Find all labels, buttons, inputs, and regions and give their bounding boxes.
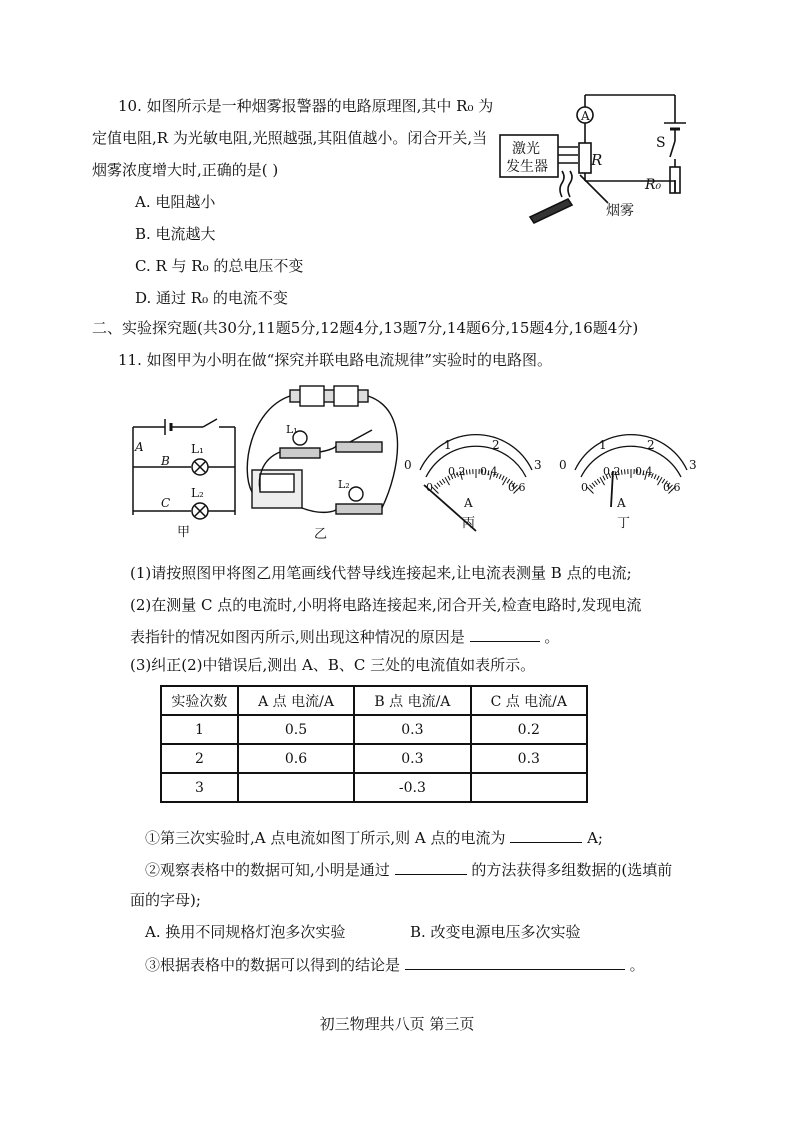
meter-ding xyxy=(555,435,705,540)
table-cell: 0.5 xyxy=(238,715,354,744)
table-header-row xyxy=(161,686,587,715)
q11-option-b: B. 改变电源电压多次实验 xyxy=(410,923,581,941)
q11-sub1-text: ①第三次实验时,A 点电流如图丁所示,则 A 点的电流为 xyxy=(145,829,506,847)
table-header: C 点 电流/A xyxy=(471,686,587,715)
ding-big-2: 2 xyxy=(647,438,655,452)
circuit-diagram-jia xyxy=(125,415,245,540)
meter-tick xyxy=(440,481,443,485)
laser-label-2: 发生器 xyxy=(506,159,548,175)
meter-tick xyxy=(654,474,656,479)
wiring-photo-yi xyxy=(240,380,410,545)
table-header: B 点 电流/A xyxy=(354,686,470,715)
point-a-label: A xyxy=(135,440,144,454)
q11-sub1-end: A; xyxy=(587,829,603,847)
ding-small-2: 0.4 xyxy=(635,465,653,478)
table-cell: -0.3 xyxy=(354,773,470,802)
meter-tick xyxy=(595,481,598,485)
smoke-alarm-circuit xyxy=(490,85,700,230)
laser-label-1: 激光 xyxy=(512,141,540,157)
q11-sub2-text: ②观察表格中的数据可知,小明是通过 xyxy=(145,861,390,879)
figure-ding-label: 丁 xyxy=(617,516,631,531)
bing-big-1: 1 xyxy=(444,438,452,452)
meter-bing xyxy=(400,435,550,540)
section-2-header: 二、实验探究题(共30分,11题5分,12题4分,13题7分,14题6分,15题4分,16题4分) xyxy=(92,319,639,337)
q11-sub3-text: ③根据表格中的数据可以得到的结论是 xyxy=(145,956,401,974)
table-cell: 1 xyxy=(161,715,238,744)
q11-part2-answer-blank[interactable] xyxy=(470,627,540,642)
r-label: R xyxy=(591,151,603,169)
ding-big-0: 0 xyxy=(559,458,567,472)
q11-sub1 xyxy=(145,828,603,848)
meter-tick xyxy=(437,483,440,487)
meter-tick xyxy=(597,479,600,483)
bing-unit: A xyxy=(464,496,473,510)
table-header: A 点 电流/A xyxy=(238,686,354,715)
q10-line1: 10. 如图所示是一种烟雾报警器的电路原理图,其中 R₀ 为 xyxy=(118,97,494,115)
meter-tick xyxy=(592,483,595,487)
table-cell: 0.3 xyxy=(354,744,470,773)
ammeter-label: A xyxy=(581,109,590,123)
meter-tick xyxy=(499,474,501,479)
table-cell: 2 xyxy=(161,744,238,773)
q11-sub1-answer-blank[interactable] xyxy=(510,828,582,843)
table-cell: 3 xyxy=(161,773,238,802)
q11-option-a: A. 换用不同规格灯泡多次实验 xyxy=(145,923,346,941)
table-cell xyxy=(471,773,587,802)
l1-label: L₁ xyxy=(191,442,204,456)
q10-option-a: A. 电阻越小 xyxy=(135,193,216,211)
q11-sub3-answer-blank[interactable] xyxy=(405,955,625,970)
q11-sub2-line1 xyxy=(145,860,672,880)
point-c-label: C xyxy=(161,496,171,510)
q10-option-c: C. R 与 R₀ 的总电压不变 xyxy=(135,257,304,275)
table-cell: 0.2 xyxy=(471,715,587,744)
yi-l1-label: L₁ xyxy=(286,423,298,436)
table-cell xyxy=(238,773,354,802)
table-header: 实验次数 xyxy=(161,686,238,715)
bing-big-0: 0 xyxy=(404,458,412,472)
q10-line3: 烟雾浓度增大时,正确的是( ) xyxy=(92,161,279,179)
table-row xyxy=(161,744,587,773)
bing-small-1: 0.2 xyxy=(448,465,466,478)
table-row xyxy=(161,773,587,802)
ding-small-3: 0.6 xyxy=(663,481,681,494)
table-cell: 0.3 xyxy=(471,744,587,773)
meter-tick xyxy=(621,470,622,475)
ding-unit: A xyxy=(617,496,626,510)
q11-sub2-line2: 面的字母); xyxy=(130,891,201,909)
bing-small-2: 0.4 xyxy=(480,465,498,478)
point-b-label: B xyxy=(161,454,170,468)
meter-tick xyxy=(435,485,438,489)
q11-part3: (3)纠正(2)中错误后,测出 A、B、C 三处的电流值如表所示。 xyxy=(130,656,536,674)
meter-tick xyxy=(470,469,471,474)
bing-small-0: 0 xyxy=(426,481,433,494)
meter-tick xyxy=(590,485,593,489)
bing-big-3: 3 xyxy=(534,458,542,472)
meter-tick xyxy=(442,479,445,483)
q11-sub2-end: 的方法获得多组数据的(选填前 xyxy=(471,861,673,879)
q11-sub3 xyxy=(145,955,645,975)
figure-bing-label: 丙 xyxy=(462,516,476,531)
yi-l2-label: L₂ xyxy=(338,478,350,491)
q11-part2-line1: (2)在测量 C 点的电流时,小明将电路连接起来,闭合开关,检查电路时,发现电流 xyxy=(130,596,642,614)
r0-label: R₀ xyxy=(645,177,662,193)
ding-small-0: 0 xyxy=(581,481,588,494)
table-row xyxy=(161,715,587,744)
meter-tick xyxy=(625,469,626,474)
l2-label: L₂ xyxy=(191,486,204,500)
q10-line2: 定值电阻,R 为光敏电阻,光照越强,其阻值越小。闭合开关,当 xyxy=(92,129,488,147)
current-data-table xyxy=(160,685,588,803)
q11-intro: 11. 如图甲为小明在做“探究并联电路电流规律”实验时的电路图。 xyxy=(118,351,552,369)
q11-part2-end: 。 xyxy=(544,628,560,646)
figure-yi-label: 乙 xyxy=(314,527,328,542)
bing-small-3: 0.6 xyxy=(508,481,526,494)
table-cell: 0.6 xyxy=(238,744,354,773)
q11-part2-text: 表指针的情况如图丙所示,则出现这种情况的原因是 xyxy=(130,628,465,646)
meter-tick xyxy=(466,470,467,475)
ding-small-1: 0.2 xyxy=(603,465,621,478)
q10-option-b: B. 电流越大 xyxy=(135,225,216,243)
table-cell: 0.3 xyxy=(354,715,470,744)
smoke-label: 烟雾 xyxy=(606,203,634,219)
meter-tick xyxy=(657,476,659,480)
q11-part1: (1)请按照图甲将图乙用笔画线代替导线连接起来,让电流表测量 B 点的电流; xyxy=(130,564,632,582)
ding-big-1: 1 xyxy=(599,438,607,452)
q10-option-d: D. 通过 R₀ 的电流不变 xyxy=(135,289,288,307)
q11-part2-line2 xyxy=(130,627,559,647)
page-footer: 初三物理共八页 第三页 xyxy=(319,1015,475,1033)
figure-jia-label: 甲 xyxy=(177,525,191,540)
bing-big-2: 2 xyxy=(492,438,500,452)
q11-sub2-answer-blank[interactable] xyxy=(395,860,467,875)
q11-sub3-end: 。 xyxy=(629,956,645,974)
meter-tick xyxy=(502,476,504,480)
switch-label: S xyxy=(656,135,666,151)
ding-big-3: 3 xyxy=(689,458,697,472)
